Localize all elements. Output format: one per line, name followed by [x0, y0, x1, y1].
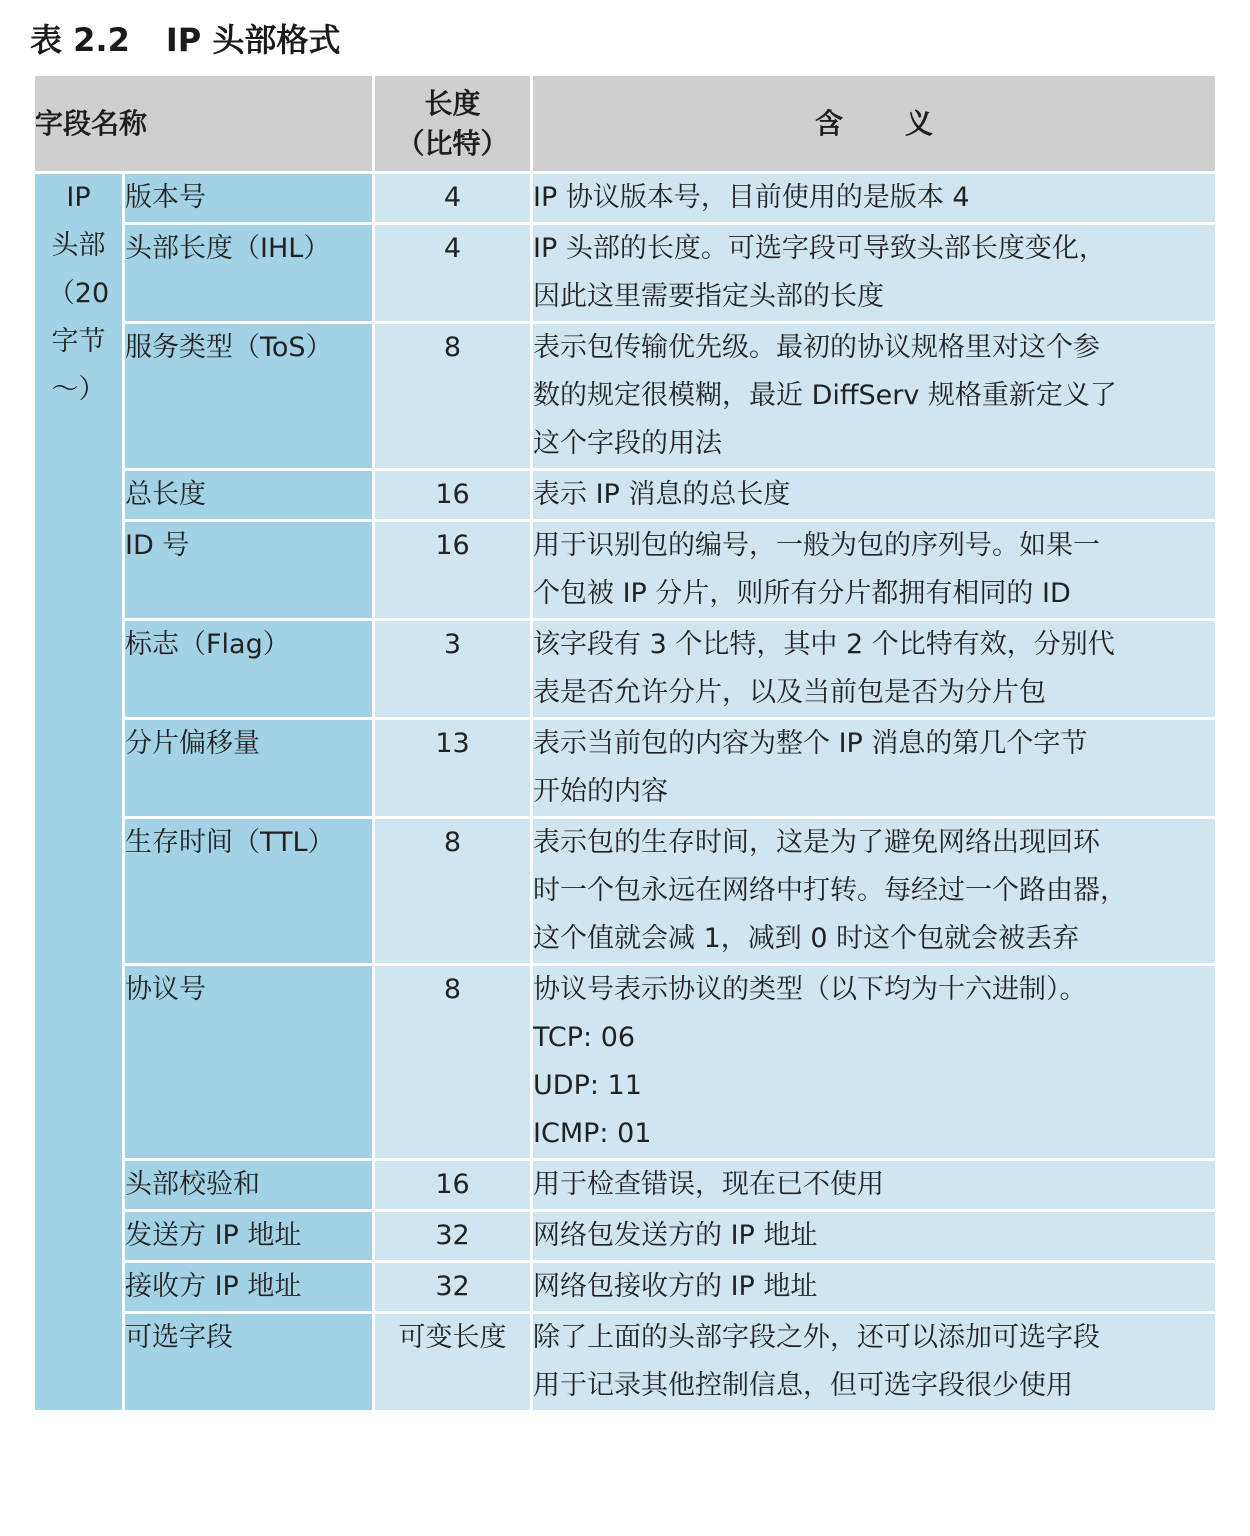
table-number: 表 2.2 — [30, 21, 130, 59]
field-meaning-cell — [532, 1160, 1217, 1211]
meaning-line: TCP: 06 — [533, 1022, 636, 1053]
field-name-cell: 头部校验和 — [124, 1160, 374, 1211]
meaning-line: 这个字段的用法 — [533, 428, 723, 459]
meaning-line: IP 协议版本号，目前使用的是版本 4 — [533, 182, 970, 213]
field-length-cell: 16 — [374, 521, 532, 620]
field-length-cell: 8 — [374, 965, 532, 1160]
field-length-cell: 8 — [374, 818, 532, 965]
field-meaning-cell — [532, 521, 1217, 620]
field-name-cell: 生存时间（TTL） — [124, 818, 374, 965]
field-name-cell: 标志（Flag） — [124, 620, 374, 719]
header-length — [374, 75, 532, 173]
field-name-cell: 可选字段 — [124, 1313, 374, 1412]
header-length-line2: （比特） — [396, 126, 509, 160]
field-name-cell: 服务类型（ToS） — [124, 323, 374, 470]
meaning-line: IP 头部的长度。可选字段可导致头部长度变化， — [533, 233, 1106, 264]
meaning-line: 用于记录其他控制信息，但可选字段很少使用 — [533, 1370, 1074, 1401]
group-label-line: （20 — [47, 278, 110, 309]
field-meaning-cell — [532, 224, 1217, 323]
field-length-cell: 8 — [374, 323, 532, 470]
field-name-cell: 版本号 — [124, 173, 374, 224]
table-row — [34, 1160, 1217, 1211]
field-meaning-cell — [532, 323, 1217, 470]
header-meaning — [532, 75, 1217, 173]
meaning-line: 因此这里需要指定头部的长度 — [533, 281, 885, 312]
field-meaning-cell — [532, 1262, 1217, 1313]
field-name-cell: 头部长度（IHL） — [124, 224, 374, 323]
ip-header-table — [32, 73, 1218, 1413]
field-name-cell: 接收方 IP 地址 — [124, 1262, 374, 1313]
header-length-line1: 长度 — [424, 86, 481, 120]
table-header-row — [34, 75, 1217, 173]
field-name-cell: 分片偏移量 — [124, 719, 374, 818]
meaning-line: 表示包传输优先级。最初的协议规格里对这个参 — [533, 332, 1101, 363]
field-meaning-cell — [532, 965, 1217, 1160]
table-caption — [30, 14, 340, 66]
field-meaning-cell — [532, 470, 1217, 521]
table-row — [34, 224, 1217, 323]
meaning-line: 个包被 IP 分片，则所有分片都拥有相同的 ID — [533, 578, 1071, 609]
field-length-cell: 16 — [374, 470, 532, 521]
table-row — [34, 1313, 1217, 1412]
group-label-cell — [34, 173, 124, 1412]
field-meaning-cell — [532, 620, 1217, 719]
table-body — [34, 173, 1217, 1412]
meaning-line: 数的规定很模糊，最近 DiffServ 规格重新定义了 — [533, 380, 1117, 411]
field-name-cell: 发送方 IP 地址 — [124, 1211, 374, 1262]
table-row — [34, 965, 1217, 1160]
meaning-line: 该字段有 3 个比特，其中 2 个比特有效，分别代 — [533, 629, 1115, 660]
meaning-line: 开始的内容 — [533, 776, 669, 807]
meaning-line: 用于检查错误，现在已不使用 — [533, 1169, 885, 1200]
field-name-cell: 协议号 — [124, 965, 374, 1160]
field-meaning-cell — [532, 818, 1217, 965]
meaning-line: 这个值就会减 1，减到 0 时这个包就会被丢弃 — [533, 923, 1080, 954]
header-meaning-char2: 义 — [905, 106, 934, 140]
meaning-line: ICMP: 01 — [533, 1118, 652, 1149]
table-row — [34, 323, 1217, 470]
meaning-line: 除了上面的头部字段之外，还可以添加可选字段 — [533, 1322, 1101, 1353]
meaning-line: 网络包发送方的 IP 地址 — [533, 1220, 818, 1251]
group-label-line: 头部 — [51, 230, 106, 261]
table-row — [34, 470, 1217, 521]
meaning-line: UDP: 11 — [533, 1070, 642, 1101]
field-meaning-cell — [532, 719, 1217, 818]
field-meaning-cell — [532, 1211, 1217, 1262]
field-meaning-cell — [532, 1313, 1217, 1412]
meaning-line: 时一个包永远在网络中打转。每经过一个路由器， — [533, 875, 1128, 906]
meaning-line: 用于识别包的编号，一般为包的序列号。如果一 — [533, 530, 1101, 561]
field-length-cell: 32 — [374, 1211, 532, 1262]
meaning-line: 表示包的生存时间，这是为了避免网络出现回环 — [533, 827, 1101, 858]
meaning-line: 表示 IP 消息的总长度 — [533, 479, 791, 510]
table-row — [34, 1262, 1217, 1313]
field-length-cell: 可变长度 — [374, 1313, 532, 1412]
meaning-line: 网络包接收方的 IP 地址 — [533, 1271, 818, 1302]
field-meaning-cell — [532, 173, 1217, 224]
meaning-line: 表示当前包的内容为整个 IP 消息的第几个字节 — [533, 728, 1088, 759]
header-field-name: 字段名称 — [34, 75, 374, 173]
group-label-line: IP — [66, 182, 91, 213]
field-length-cell: 4 — [374, 224, 532, 323]
field-length-cell: 32 — [374, 1262, 532, 1313]
header-meaning-char1: 含 — [815, 106, 844, 140]
field-length-cell: 13 — [374, 719, 532, 818]
table-row — [34, 1211, 1217, 1262]
table-row — [34, 620, 1217, 719]
field-name-cell: ID 号 — [124, 521, 374, 620]
table-row — [34, 173, 1217, 224]
field-length-cell: 16 — [374, 1160, 532, 1211]
table-row — [34, 818, 1217, 965]
field-name-cell: 总长度 — [124, 470, 374, 521]
table-title: IP 头部格式 — [165, 21, 341, 59]
meaning-line: 表是否允许分片，以及当前包是否为分片包 — [533, 677, 1047, 708]
table-row — [34, 719, 1217, 818]
table-row — [34, 521, 1217, 620]
group-label-line: 字节 — [51, 326, 106, 357]
meaning-line: 协议号表示协议的类型（以下均为十六进制）。 — [533, 974, 1087, 1005]
group-label-line: ～） — [51, 374, 106, 405]
field-length-cell: 3 — [374, 620, 532, 719]
field-length-cell: 4 — [374, 173, 532, 224]
